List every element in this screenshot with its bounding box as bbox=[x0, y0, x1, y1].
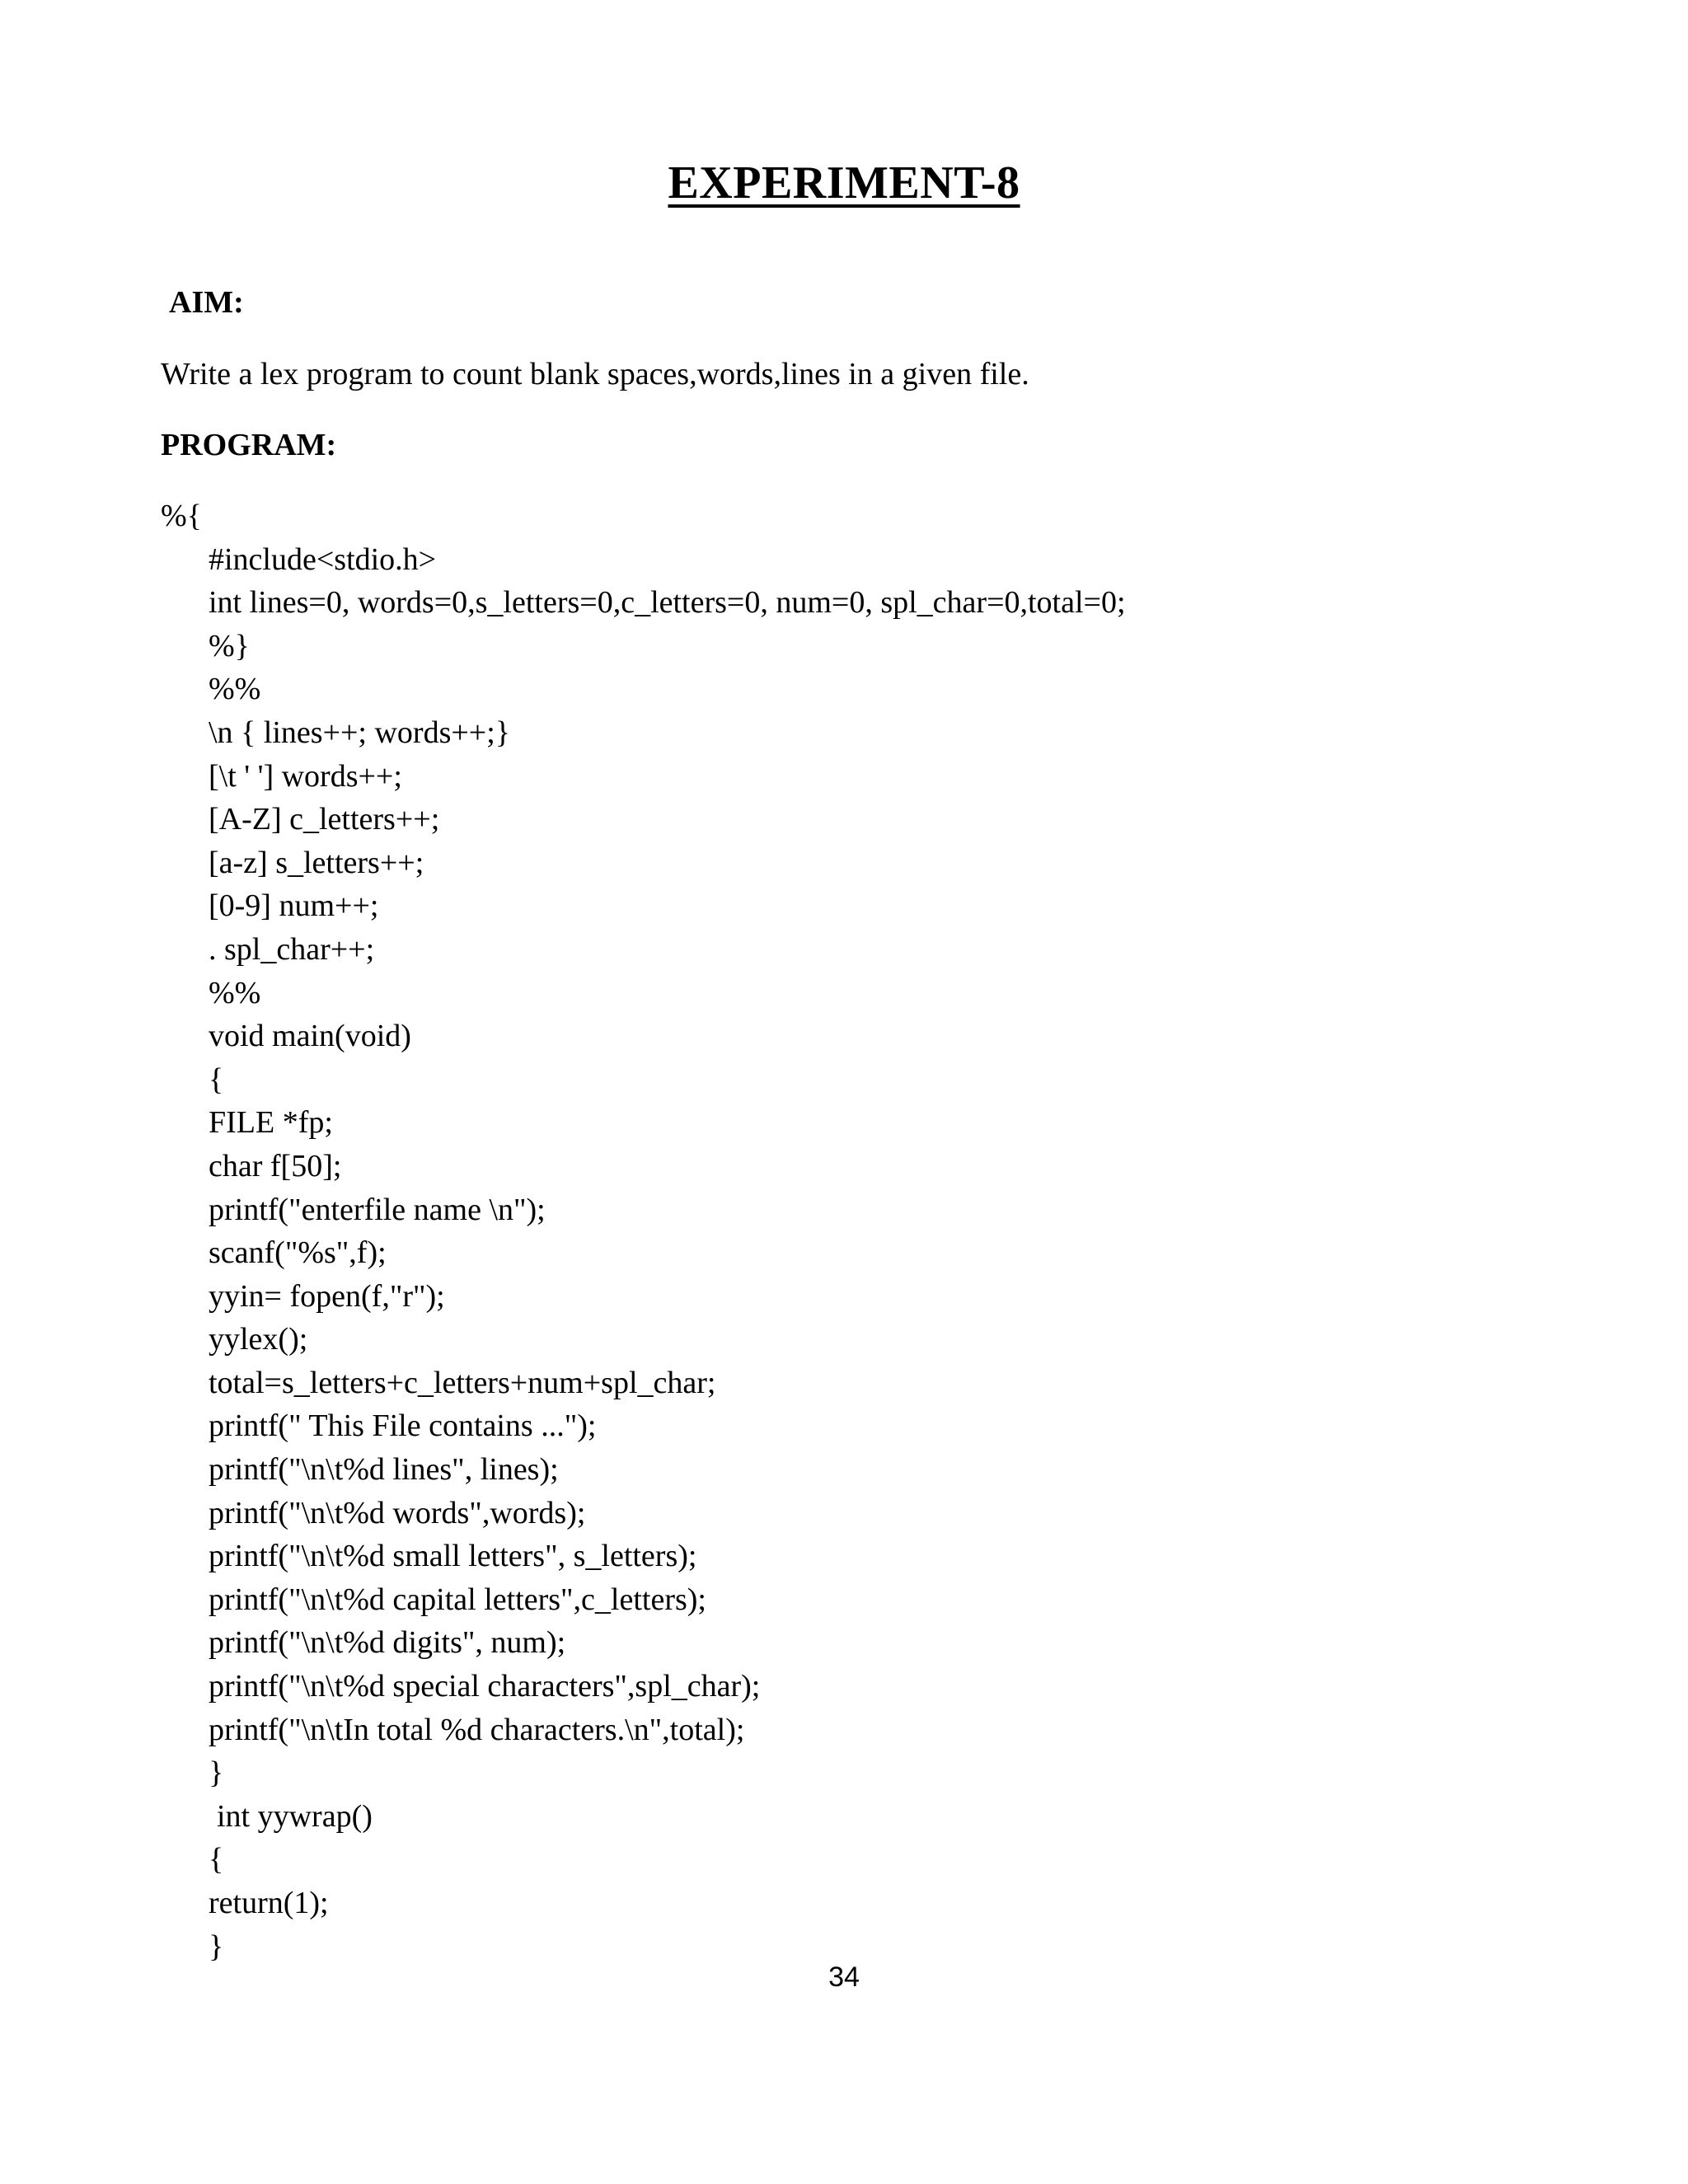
code-line: %} bbox=[209, 628, 250, 663]
code-line: printf("enterfile name \n"); bbox=[209, 1192, 546, 1227]
code-line: int lines=0, words=0,s_letters=0,c_letters=0, num=0, spl_char=0,total=0; bbox=[209, 585, 1126, 621]
code-line: printf(" This File contains ..."); bbox=[209, 1408, 597, 1444]
code-line: printf("\n\tIn total %d characters.\n",total); bbox=[209, 1712, 745, 1747]
code-line: %{ bbox=[161, 499, 202, 533]
code-line: [\t ' '] words++; bbox=[209, 758, 402, 794]
code-line: %% bbox=[209, 672, 261, 707]
aim-text: Write a lex program to count blank spaces,words,lines in a given file. bbox=[161, 357, 1029, 391]
code-line: %% bbox=[209, 975, 261, 1010]
code-line: printf("\n\t%d capital letters",c_letters); bbox=[209, 1582, 706, 1617]
code-line: [a-z] s_letters++; bbox=[209, 845, 424, 880]
code-line: [A-Z] c_letters++; bbox=[209, 802, 440, 837]
code-line: printf("\n\t%d small letters", s_letters); bbox=[209, 1539, 697, 1574]
program-heading: PROGRAM: bbox=[161, 428, 337, 462]
code-line: return(1); bbox=[209, 1886, 329, 1920]
code-line: total=s_letters+c_letters+num+spl_char; bbox=[209, 1365, 716, 1400]
code-line: #include<stdio.h> bbox=[209, 541, 437, 577]
code-line: { bbox=[209, 1842, 224, 1877]
code-line: printf("\n\t%d lines", lines); bbox=[209, 1452, 559, 1488]
code-line: } bbox=[209, 1755, 224, 1791]
code-line: \n { lines++; words++;} bbox=[209, 715, 511, 750]
code-line: . spl_char++; bbox=[209, 931, 375, 967]
code-line: printf("\n\t%d words",words); bbox=[209, 1495, 586, 1530]
code-line: yyin= fopen(f,"r"); bbox=[209, 1278, 445, 1314]
code-line: printf("\n\t%d digits", num); bbox=[209, 1625, 566, 1661]
page-number: 34 bbox=[828, 1961, 860, 1993]
code-line: scanf("%s",f); bbox=[209, 1235, 387, 1271]
code-line: } bbox=[209, 1929, 224, 1964]
code-line: int yywrap() bbox=[217, 1798, 373, 1834]
page-title: EXPERIMENT-8 bbox=[668, 157, 1020, 209]
code-line: void main(void) bbox=[209, 1019, 411, 1054]
code-line: { bbox=[209, 1062, 224, 1097]
program-code bbox=[161, 494, 1562, 1968]
code-line: yylex(); bbox=[209, 1322, 308, 1357]
code-line: FILE *fp; bbox=[209, 1105, 333, 1141]
code-line: printf("\n\t%d special characters",spl_char); bbox=[209, 1669, 761, 1704]
code-line: char f[50]; bbox=[209, 1148, 342, 1183]
aim-heading: AIM: bbox=[169, 285, 244, 320]
code-line: [0-9] num++; bbox=[209, 888, 379, 924]
